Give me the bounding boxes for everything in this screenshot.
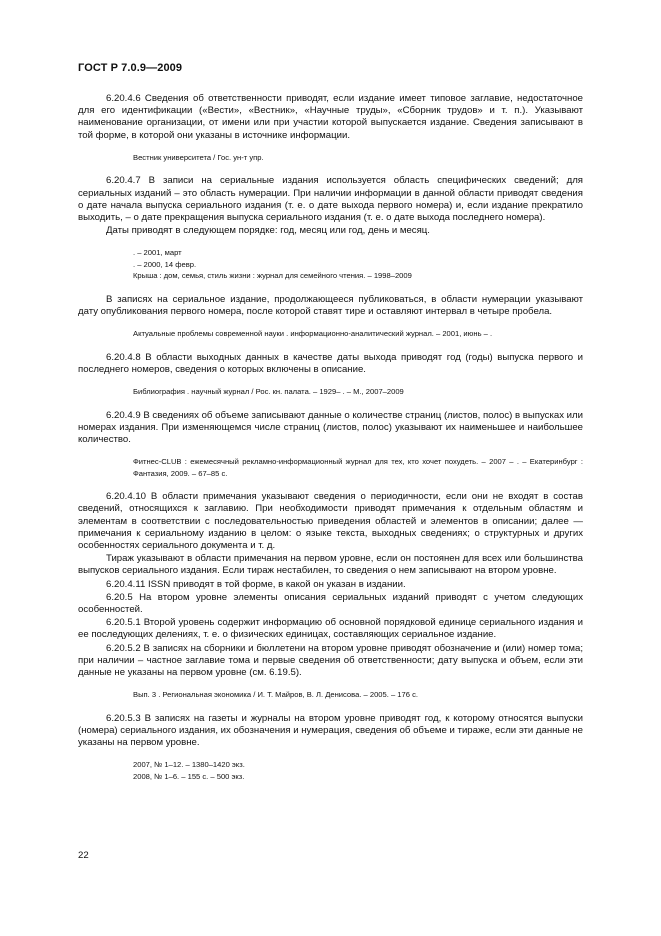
paragraph-6-20-5-2: 6.20.5.2 В записях на сборники и бюллетени на втором уровне приводят обозначение и (или) номер тома; при наличии – частное заглавие тома и первые сведения об ответственности; дату выпуска и объем, если эти данные не указаны на первом уровне (см. 6.19.5). (78, 642, 583, 679)
page-body (78, 93, 583, 794)
example-line: 2007, № 1–12. – 1380–1420 экз. (133, 760, 245, 770)
example-2 (78, 247, 583, 282)
paragraph-dates-order: Даты приводят в следующем порядке: год, месяц или год, день и месяц. (106, 225, 430, 237)
example-6 (78, 689, 583, 701)
paragraph-6-20-4-9: 6.20.4.9 В сведениях об объеме записывают данные о количестве страниц (листов, полос) в выпусках или номерах издания. При изменяющемся числе страниц (листов, полос) указывают их наименьшее и наибольшее количество. (78, 409, 583, 446)
page-number: 22 (78, 850, 89, 861)
example-line: Крыша : дом, семья, стиль жизни : журнал для семейного чтения. – 1998–2009 (133, 271, 412, 281)
example-line: Актуальные проблемы современной науки . информационно-аналитический журнал. – 2001, июнь – . (133, 329, 493, 339)
example-line: Вестник университета / Гос. ун-т упр. (133, 152, 264, 162)
paragraph-6-20-5-3: 6.20.5.3 В записях на газеты и журналы на втором уровне приводят год, к которому относятся выпуски (номера) сериального издания, их обозначения и нумерация, сведения об объеме и тираже, если эти данные не указаны на первом уровне. (78, 712, 583, 749)
document-header: ГОСТ Р 7.0.9—2009 (78, 62, 183, 74)
example-line: . – 2001, март (133, 248, 182, 258)
example-5: Фитнес-CLUB : ежемесячный рекламно-информационный журнал для тех, кто хочет похудеть. – 2007 – . – Екатеринбург : Фантазия, 2009. – 67–85 с. (133, 457, 583, 478)
example-3 (78, 328, 583, 340)
example-line: . – 2000, 14 февр. (133, 259, 197, 269)
example-line: Вып. 3 . Региональная экономика / И. Т. Майров, В. Л. Денисова. – 2005. – 176 с. (133, 690, 418, 700)
example-1 (78, 152, 583, 164)
paragraph-6-20-4-10: 6.20.4.10 В области примечания указывают сведения о периодичности, если они не входят в состав сведений, относящихся к заглавию. При необходимости приводят примечания к отдельным областям и элементам в соответствии с последовательностью приведения областей и элементов в описании; далее — примечания к сериальному изданию в целом: о языке текста, выходных сведениях; о структурных и других особенностях сериального документа и т. д. (78, 491, 583, 552)
paragraph-6-20-5: 6.20.5 На втором уровне элементы описания сериальных изданий приводят с учетом следующих особенностей. (78, 591, 583, 616)
example-line: Библиография . научный журнал / Рос. кн. палата. – 1929– . – М., 2007–2009 (133, 387, 404, 397)
paragraph-ongoing-serial: В записях на сериальное издание, продолжающееся публиковаться, в области нумерации указывают дату опубликования первого номера, после которой ставят тире и оставляют интервал в четыре пробела. (78, 293, 583, 318)
example-4 (78, 386, 583, 398)
paragraph-6-20-4-7: 6.20.4.7 В записи на сериальные издания используется область специфических сведений; для сериальных изданий – это область нумерации. При наличии информации в данной области приводят сведения о дате начала выпуска сериального издания (т. е. о дате выхода первого номера) и, если издание прекратило выходить, – о дате прекращения выпуска сериального издания (т. е. о дате выхода последнего номера). (78, 175, 583, 223)
paragraph-6-20-5-1: 6.20.5.1 Второй уровень содержит информацию об основной порядковой единице сериального издания и ее последующих делениях, т. е. о физических единицах, составляющих сериальное издание. (78, 617, 583, 641)
paragraph-6-20-4-8: 6.20.4.8 В области выходных данных в качестве даты выхода приводят год (годы) выпуска первого и последнего номеров, сведения о которых включены в описание. (78, 351, 583, 375)
paragraph-6-20-4-11: 6.20.4.11 ISSN приводят в той форме, в какой он указан в издании. (106, 578, 406, 590)
example-line: 2008, № 1–6. – 155 с. – 500 экз. (133, 771, 245, 781)
paragraph-6-20-4-6: 6.20.4.6 Сведения об ответственности приводят, если издание имеет типовое заглавие, недостаточное для его идентификации («Вести», «Вестник», «Научные труды», «Сборник трудов» и т. п.). Указывают наименование организации, от имени или при участии которой выпускается издание. Сведения записывают в той форме, в которой они указаны в источнике информации. (78, 93, 583, 141)
example-7 (78, 759, 583, 782)
paragraph-circulation: Тираж указывают в области примечания на первом уровне, если он постоянен для всех или большинства выпусков сериального издания. Если тираж нестабилен, то сведения о нем записывают на втором уровне. (78, 553, 583, 577)
